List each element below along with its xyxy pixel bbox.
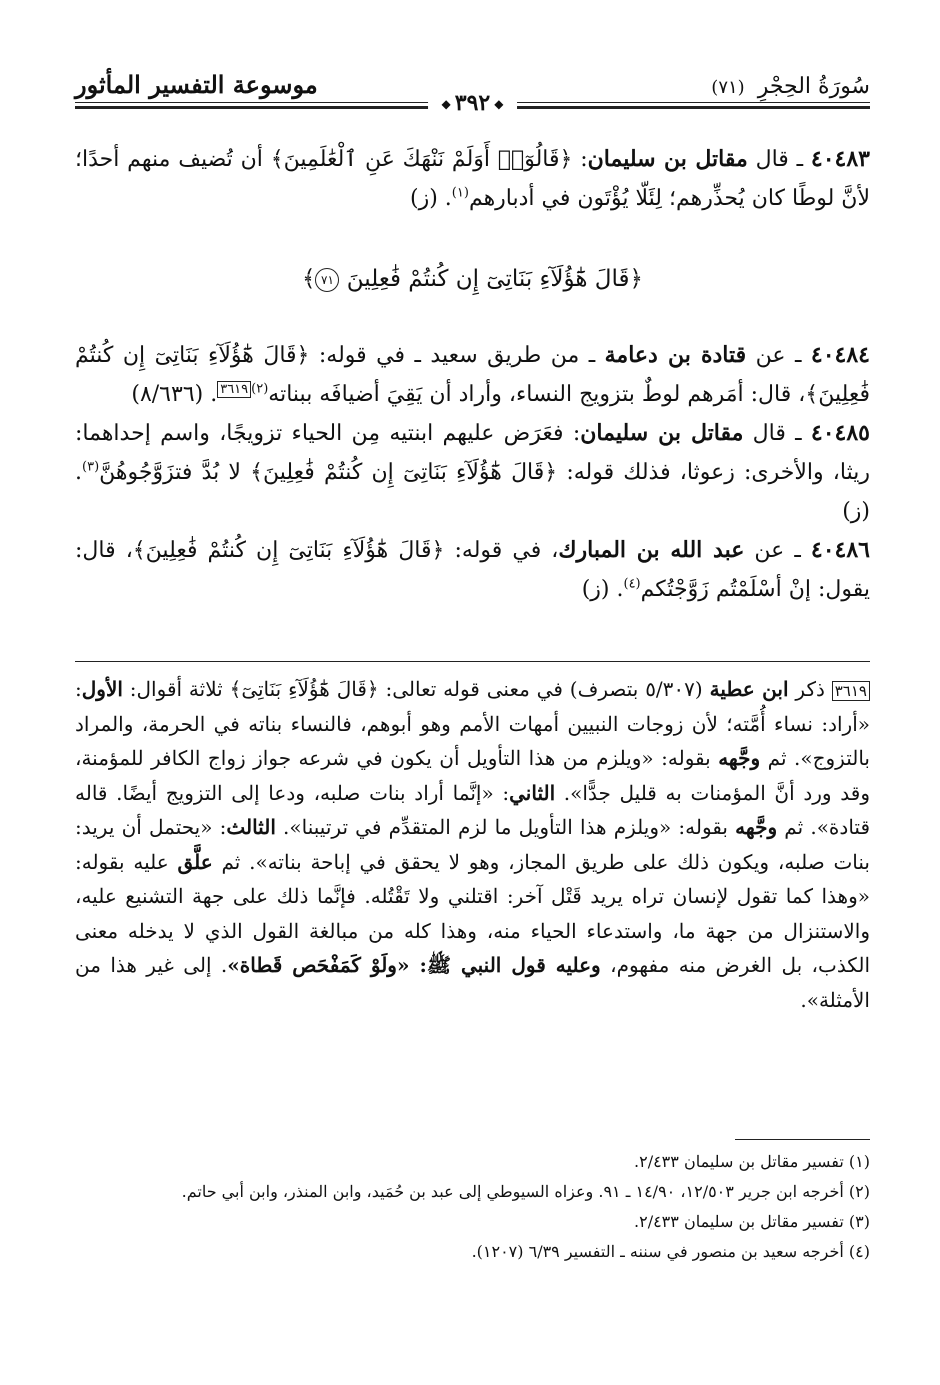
note-run: عليه بقوله: «وهذا كما تقول لإنسان تراه يريد قَتْل آخر: اقتلني ولا تَقْتُله. فإنَّما ذلك على جهة التشنيع عليه، والاستنزال من جهة ما، واستدعاء الحياء منه، وهذا كله من مبالغة القول الذي لا يدخله معنى الكذب، بل الغرض منه مفهوم، xyxy=(75,849,871,977)
footnote-ref: (١) xyxy=(451,185,469,201)
note-run: : «إنَّما أراد بنات صلبه، ودعا إلى التزويج أيضًا. قاله قتادة». ثم xyxy=(75,780,871,839)
narration-prefix: ـ قال xyxy=(743,421,811,446)
note-emphasis: الثاني xyxy=(509,780,556,805)
narration-block-2 xyxy=(75,336,870,609)
note-number-box: ٣٦١٩ xyxy=(832,681,870,701)
verse-text: ﴿قَالَ هَٰٓؤُلَآءِ بَنَاتِىٓ إِن كُنتُمْ فَٰعِلِينَ xyxy=(346,266,643,292)
ayah-number: ٧١ xyxy=(315,268,339,292)
footnote: (١) تفسير مقاتل بن سليمان ٢/٤٣٣. xyxy=(634,1152,870,1171)
narration-end: . (ز) xyxy=(75,460,870,524)
narration xyxy=(75,140,870,218)
note-run: : «أراد: نساء أُمَّته؛ لأن زوجات النبيين أمهات الأمم وهو أبوهم، فالنساء بناته في الحرمة، والمراد بالتزوج». ثم xyxy=(75,677,870,770)
note-emphasis: الثالث xyxy=(226,815,276,839)
narrator-name: مقاتل بن سليمان xyxy=(580,420,744,446)
page-header xyxy=(75,62,870,116)
surah-verse: (٧١) xyxy=(711,77,745,98)
note-emphasis: ابن عطية xyxy=(709,677,789,701)
narration xyxy=(75,414,870,531)
narration-number: ٤٠٤٨٣ xyxy=(810,146,870,172)
surah-heading xyxy=(711,74,870,99)
narration xyxy=(75,336,870,414)
narrator-name: قتادة بن دعامة xyxy=(604,342,747,368)
note-run: بقوله: «ويلزم من هذا التأويل أن يكون في شرعه جواز زواج الكافر للمؤمنة، وقد ورد أنَّ المؤمنات به قليل جدًّا». xyxy=(75,746,870,805)
quran-verse xyxy=(75,266,870,292)
commentary-note xyxy=(75,672,870,1017)
footnote: (٤) أخرجه سعيد بن منصور في سننه ـ التفسير ٦/٣٩ (١٢٠٧). xyxy=(471,1242,870,1261)
note-emphasis: وجَّهه xyxy=(735,815,778,839)
note-run: بقوله: «ويلزم هذا التأويل ما لزم المتقدِّم في ترتيبنا». xyxy=(275,815,736,839)
note-emphasis: وجَّهه xyxy=(718,746,761,770)
narration xyxy=(75,531,870,609)
narration-text: ـ من طريق سعيد ـ في قوله: ﴿قَالَ هَٰٓؤُلَآءِ بَنَاتِىٓ إِن كُنتُمْ فَٰعِلِينَ﴾، قال: أمَرهم لوطٌ بتزويج النساء، وأراد أن يَقِيَ أضيافَه ببناته xyxy=(75,343,870,407)
footnote-ref: (٤) xyxy=(623,576,641,592)
narration-text: : فعَرَض عليهم ابنتيه مِن الحياء تزويجًا، واسم إحداهما: ريثا، والأخرى: زعوثا، فذلك قوله: ﴿قَالَ هَٰٓؤُلَآءِ بَنَاتِىٓ إِن كُنتُمْ فَٰعِلِينَ﴾ لا بُدَّ فتزَوَّجُوهُنَّ xyxy=(75,421,870,485)
footnote-ref: (٣) xyxy=(82,459,100,475)
narration-block-1 xyxy=(75,140,870,218)
footnote-separator xyxy=(735,1139,870,1140)
note-run: . إلى غير هذا من الأمثلة». xyxy=(75,953,870,1012)
narrator-name: عبد الله بن المبارك xyxy=(558,537,745,563)
narration-text: : ﴿قَالُوٓا۟ أَوَلَمْ نَنْهَكَ عَنِ ٱلْعَٰلَمِينَ﴾ أن تُضيف منهم أحدًا؛ لأنَّ لوطًا كان يُحذِّرهم؛ لِئَلّا يُؤْتَون في أدبارهم xyxy=(75,147,870,211)
note-ref-box: ٣٦١٩ xyxy=(217,381,251,398)
note-run: : «يحتمل أن يريد: بنات صلبه، ويكون ذلك على طريق المجاز، وهو لا يحقق في إباحة بناته». ثم xyxy=(75,815,870,874)
narration-end: . (ز) xyxy=(410,186,452,211)
narration-prefix: ـ قال xyxy=(747,147,811,172)
note-emphasis: وعليه قول النبي ﷺ: «ولَوْ كَمَفْحَص قَطاة» xyxy=(227,953,601,977)
note-run: ذكر xyxy=(788,677,832,701)
narration-number: ٤٠٤٨٥ xyxy=(810,420,870,446)
narration-prefix: ـ عن xyxy=(746,343,811,368)
narration-text: ، في قوله: ﴿قَالَ هَٰٓؤُلَآءِ بَنَاتِىٓ إِن كُنتُمْ فَٰعِلِينَ﴾، قال: يقول: إنْ أسْلَمْتُم زَوَّجْتُكم xyxy=(75,538,870,602)
narration-prefix: ـ عن xyxy=(744,538,811,563)
narration-end: . (٨/٦٣٦) xyxy=(131,382,218,407)
surah-title: سُورَةُ الحِجْرِ xyxy=(757,74,870,99)
narration-end: . (ز) xyxy=(581,577,624,602)
narration-number: ٤٠٤٨٤ xyxy=(810,342,870,368)
note-separator xyxy=(75,661,870,662)
book-title: موسوعة التفسير المأثور xyxy=(75,70,318,99)
note-run: (٥/٣٠٧ بتصرف) في معنى قوله تعالى: ﴿قَالَ هَٰٓؤُلَآءِ بَنَاتِىٓ﴾ ثلاثة أقوال: xyxy=(122,677,710,701)
footnote-ref: (٢) xyxy=(251,381,269,397)
footnotes xyxy=(75,1148,870,1268)
note-emphasis: الأول xyxy=(81,677,123,701)
page-number: ◆ ٣٩٢ ◆ xyxy=(428,90,518,116)
footnote: (٣) تفسير مقاتل بن سليمان ٢/٤٣٣. xyxy=(634,1212,870,1231)
footnote: (٢) أخرجه ابن جرير ١٢/٥٠٣، ١٤/٩٠ ـ ٩١. وعزاه السيوطي إلى عبد بن حُمَيد، وابن المنذر، وابن أبي حاتم. xyxy=(181,1182,870,1201)
narration-number: ٤٠٤٨٦ xyxy=(810,537,870,563)
note-emphasis: علَّق xyxy=(177,849,213,874)
note-text xyxy=(75,677,870,1012)
verse-close: ﴾ xyxy=(302,266,316,292)
narrator-name: مقاتل بن سليمان xyxy=(587,146,748,172)
